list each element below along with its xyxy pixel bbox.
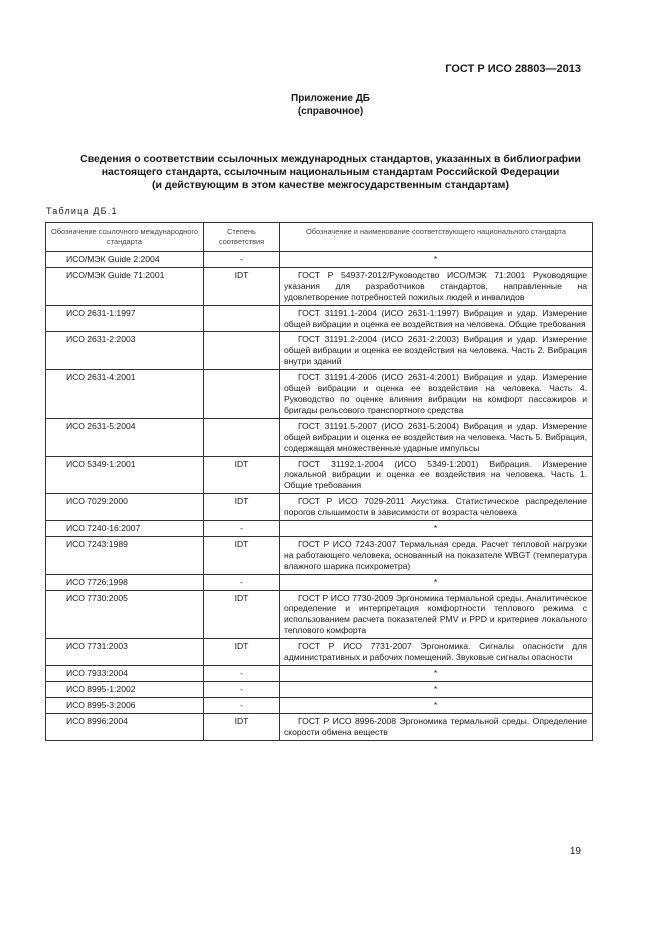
international-standard-cell: ИСО 7243:1989: [46, 536, 204, 574]
international-standard-cell: ИСО 7240-16:2007: [46, 521, 204, 537]
international-standard-cell: ИСО 8995-1:2002: [46, 681, 204, 697]
table-row: [46, 639, 593, 666]
table-row: [46, 267, 593, 305]
national-standard-cell: [280, 252, 593, 268]
national-standard-text: ГОСТ Р ИСО 7730-2009 Эргономика термальной среды. Аналитическое определение и интерпретация комфортности теплового режима с использованием расчета показателей PMV и PPD и критериев локального теплового комфорта: [284, 592, 587, 636]
international-standard-cell: ИСО 7933:2004: [46, 666, 204, 682]
table-row: [46, 713, 593, 740]
national-standard-text: *: [433, 523, 438, 534]
heading-line: настоящего стандарта, ссылочным национальным стандартам Российской Федерации: [101, 166, 560, 178]
national-standard-cell: [280, 332, 593, 370]
national-standard-text: ГОСТ 31191.1-2004 (ИСО 2631-1:1997) Вибрация и удар. Измерение общей вибрации и оценка ее воздействия на человека. Общие требования: [284, 307, 587, 329]
national-standard-cell: [280, 521, 593, 537]
reference-table: [45, 222, 593, 741]
international-standard-cell: ИСО 2631-1:1997: [46, 305, 204, 332]
national-standard-cell: [280, 697, 593, 713]
document-standard-code: ГОСТ Р ИСО 28803—2013: [445, 63, 581, 75]
table-row: [46, 697, 593, 713]
international-standard-cell: ИСО 2631-5:2004: [46, 418, 204, 456]
national-standard-cell: [280, 574, 593, 590]
degree-cell: -: [204, 666, 280, 682]
degree-cell: IDT: [204, 590, 280, 639]
national-standard-text: *: [433, 683, 438, 694]
table-row: [46, 332, 593, 370]
national-standard-cell: [280, 418, 593, 456]
degree-cell: [204, 332, 280, 370]
national-standard-text: *: [433, 668, 438, 678]
international-standard-cell: ИСО 7726:1998: [46, 574, 204, 590]
national-standard-text: *: [433, 699, 438, 710]
degree-cell: -: [204, 697, 280, 713]
national-standard-text: *: [433, 254, 438, 264]
table-row: [46, 494, 593, 521]
degree-cell: IDT: [204, 713, 280, 740]
degree-cell: [204, 370, 280, 419]
table-row: [46, 681, 593, 697]
table-row: [46, 252, 593, 268]
international-standard-cell: ИСО/МЭК Guide 71:2001: [46, 267, 204, 305]
national-standard-text: *: [433, 576, 438, 587]
table-header-row: [46, 223, 593, 252]
page-number: 19: [569, 846, 581, 857]
table-caption: Таблица ДБ.1: [46, 206, 118, 216]
national-standard-cell: [280, 456, 593, 494]
table-row: [46, 370, 593, 419]
table-row: [46, 418, 593, 456]
national-standard-cell: [280, 536, 593, 574]
national-standard-text: ГОСТ 31192.1-2004 (ИСО 5349-1:2001) Вибрация. Измерение локальной вибрации и оценка ее воздействия на человека. Часть 1. Общие требования: [284, 458, 587, 491]
heading-line: Сведения о соответствии ссылочных международных стандартов, указанных в библиографии: [80, 153, 581, 165]
national-standard-text: ГОСТ Р ИСО 7029-2011 Акустика. Статистическое распределение порогов слышимости в зависимости от возраста человека: [284, 496, 587, 518]
national-standard-text: ГОСТ Р ИСО 8996-2008 Эргономика термальной среды. Определение скорости обмена веществ: [284, 715, 587, 737]
degree-cell: [204, 418, 280, 456]
national-standard-text: ГОСТ Р ИСО 7731-2007 Эргономика. Сигналы опасности для административных и рабочих помещений. Звуковые сигналы опасности: [284, 641, 587, 663]
national-standard-cell: [280, 713, 593, 740]
header-degree: Степень соответствия: [204, 223, 280, 252]
national-standard-cell: [280, 590, 593, 639]
national-standard-cell: [280, 639, 593, 666]
table-row: [46, 590, 593, 639]
degree-cell: -: [204, 681, 280, 697]
national-standard-cell: [280, 305, 593, 332]
table-row: [46, 536, 593, 574]
degree-cell: IDT: [204, 536, 280, 574]
table-row: [46, 521, 593, 537]
international-standard-cell: ИСО 2631-4:2001: [46, 370, 204, 419]
national-standard-text: ГОСТ Р ИСО 7243-2007 Термальная среда. Расчет тепловой нагрузки на работающего человека, основанный на показателе WBGT (температура влажного шарика психрометра): [284, 538, 587, 571]
national-standard-cell: [280, 681, 593, 697]
degree-cell: -: [204, 521, 280, 537]
degree-cell: IDT: [204, 494, 280, 521]
appendix-subtitle: (справочное): [297, 106, 364, 117]
header-national-standard: Обозначение и наименование соответствующего национального стандарта: [280, 223, 593, 252]
national-standard-text: ГОСТ 31191.4-2006 (ИСО 2631-4:2001) Вибрация и удар. Измерение общей вибрации и оценка ее воздействия на человека. Часть 4. Руководство по оценке влияния вибрации на комфорт пассажиров и бригады рельсового транспортного средства: [284, 372, 587, 415]
section-heading: [40, 153, 621, 192]
degree-cell: IDT: [204, 639, 280, 666]
national-standard-cell: [280, 267, 593, 305]
international-standard-cell: ИСО 7730:2005: [46, 590, 204, 639]
degree-cell: -: [204, 574, 280, 590]
international-standard-cell: ИСО 7029:2000: [46, 494, 204, 521]
national-standard-text: ГОСТ 31191.2-2004 (ИСО 2631-2:2003) Вибрация и удар. Измерение общей вибрации и оценка ее воздействия на человека. Часть 2. Вибрация внутри зданий: [284, 334, 587, 367]
international-standard-cell: ИСО 8995-3:2006: [46, 697, 204, 713]
international-standard-cell: ИСО/МЭК Guide 2:2004: [46, 252, 204, 268]
national-standard-cell: [280, 494, 593, 521]
table-row: [46, 666, 593, 682]
appendix-block: [0, 92, 661, 118]
heading-line: (и действующим в этом качестве межгосударственным стандартам): [152, 179, 509, 191]
international-standard-cell: ИСО 2631-2:2003: [46, 332, 204, 370]
table-row: [46, 305, 593, 332]
international-standard-cell: ИСО 7731:2003: [46, 639, 204, 666]
national-standard-text: ГОСТ 31191.5-2007 (ИСО 2631-5:2004) Вибрация и удар. Измерение общей вибрации и оценка ее воздействия на человека. Часть 5. Вибрация, содержащая множественные ударные импульсы: [284, 420, 587, 453]
degree-cell: IDT: [204, 267, 280, 305]
international-standard-cell: ИСО 5349-1:2001: [46, 456, 204, 494]
table-row: [46, 574, 593, 590]
national-standard-cell: [280, 666, 593, 682]
national-standard-text: ГОСТ Р 54937-2012/Руководство ИСО/МЭК 71:2001 Руководящие указания для разработчиков стандартов, направленные на удовлетворение потребностей пожилых людей и инвалидов: [284, 269, 587, 302]
national-standard-cell: [280, 370, 593, 419]
appendix-title: Приложение ДБ: [291, 93, 370, 104]
degree-cell: [204, 305, 280, 332]
table-row: [46, 456, 593, 494]
degree-cell: IDT: [204, 456, 280, 494]
international-standard-cell: ИСО 8996:2004: [46, 713, 204, 740]
header-international-standard: Обозначение ссылочного международного стандарта: [46, 223, 204, 252]
degree-cell: -: [204, 252, 280, 268]
